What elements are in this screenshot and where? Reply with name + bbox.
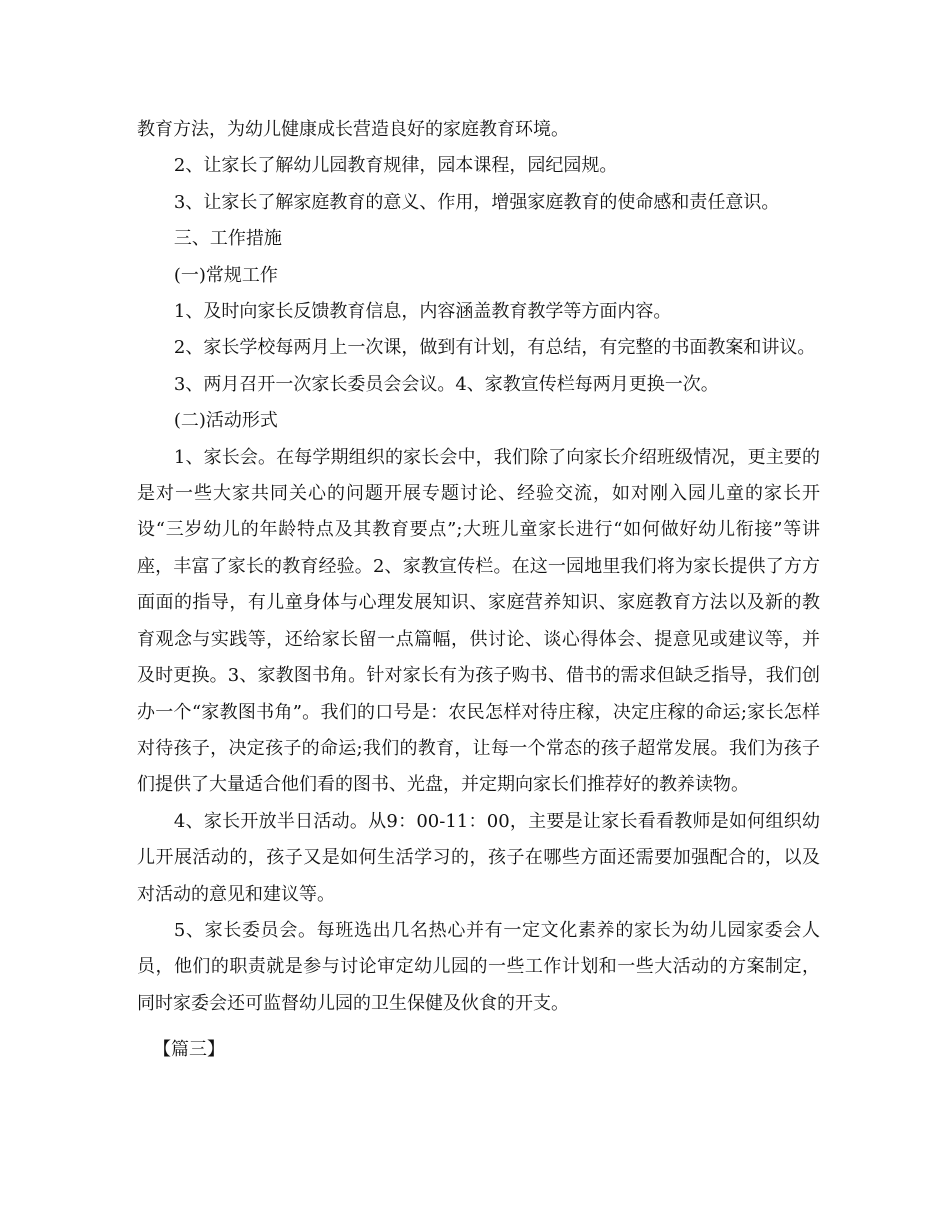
paragraph-activity-4: 4、家长开放半日活动。从9：00-11：00，主要是让家长看看教师是如何组织幼儿开展活动的，孩子又是如何生活学习的，孩子在哪些方面还需要加强配合的，以及对活动的意见和建议等。 (137, 810, 820, 905)
heading-routine-work: (一)常规工作 (173, 264, 278, 286)
paragraph-goal-3: 3、让家长了解家庭教育的意义、作用，增强家庭教育的使命感和责任意识。 (173, 191, 780, 213)
paragraph-goal-2: 2、让家长了解幼儿园教育规律，园本课程，园纪园规。 (173, 155, 618, 177)
paragraph-routine-3: 3、两月召开一次家长委员会会议。4、家教宣传栏每两月更换一次。 (173, 373, 719, 395)
paragraph-continuation: 教育方法，为幼儿健康成长营造良好的家庭教育环境。 (137, 119, 569, 140)
paragraph-activity-5: 5、家长委员会。每班选出几名热心并有一定文化素养的家长为幼儿园家委会人员，他们的职责就是参与讨论审定幼儿园的一些工作计划和一些大活动的方案制定，同时家委会还可监督幼儿园的卫生保健及伙食的开支。 (137, 919, 820, 1014)
paragraph-activity-1: 1、家长会。在每学期组织的家长会中，我们除了向家长介绍班级情况，更主要的是对一些大家共同关心的问题开展专题讨论、经验交流，如对刚入园儿童的家长开设“三岁幼儿的年龄特点及其教育要点”;大班儿童家长进行“如何做好幼儿衔接”等讲座，丰富了家长的教育经验。2、家教宣传栏。在这一园地里我们将为家长提供了方方面面的指导，有儿童身体与心理发展知识、家庭营养知识、家庭教育方法以及新的教育观念与实践等，还给家长留一点篇幅，供讨论、谈心得体会、提意见或建议等，并及时更换。3、家教图书角。针对家长有为孩子购书、借书的需求但缺乏指导，我们创办一个“家教图书角”。我们的口号是：农民怎样对待庄稼，决定庄稼的命运;家长怎样对待孩子，决定孩子的命运;我们的教育，让每一个常态的孩子超常发展。我们为孩子们提供了大量适合他们看的图书、光盘，并定期向家长们推荐好的教养读物。 (137, 446, 820, 796)
section-heading: 【篇三】 (153, 1039, 225, 1061)
paragraph-routine-2: 2、家长学校每两月上一次课，做到有计划，有总结，有完整的书面教案和讲议。 (173, 337, 816, 359)
heading-activity-forms: (二)活动形式 (173, 410, 278, 432)
paragraph-routine-1: 1、及时向家长反馈教育信息，内容涵盖教育教学等方面内容。 (173, 301, 672, 323)
heading-work-measures: 三、工作措施 (173, 228, 282, 250)
